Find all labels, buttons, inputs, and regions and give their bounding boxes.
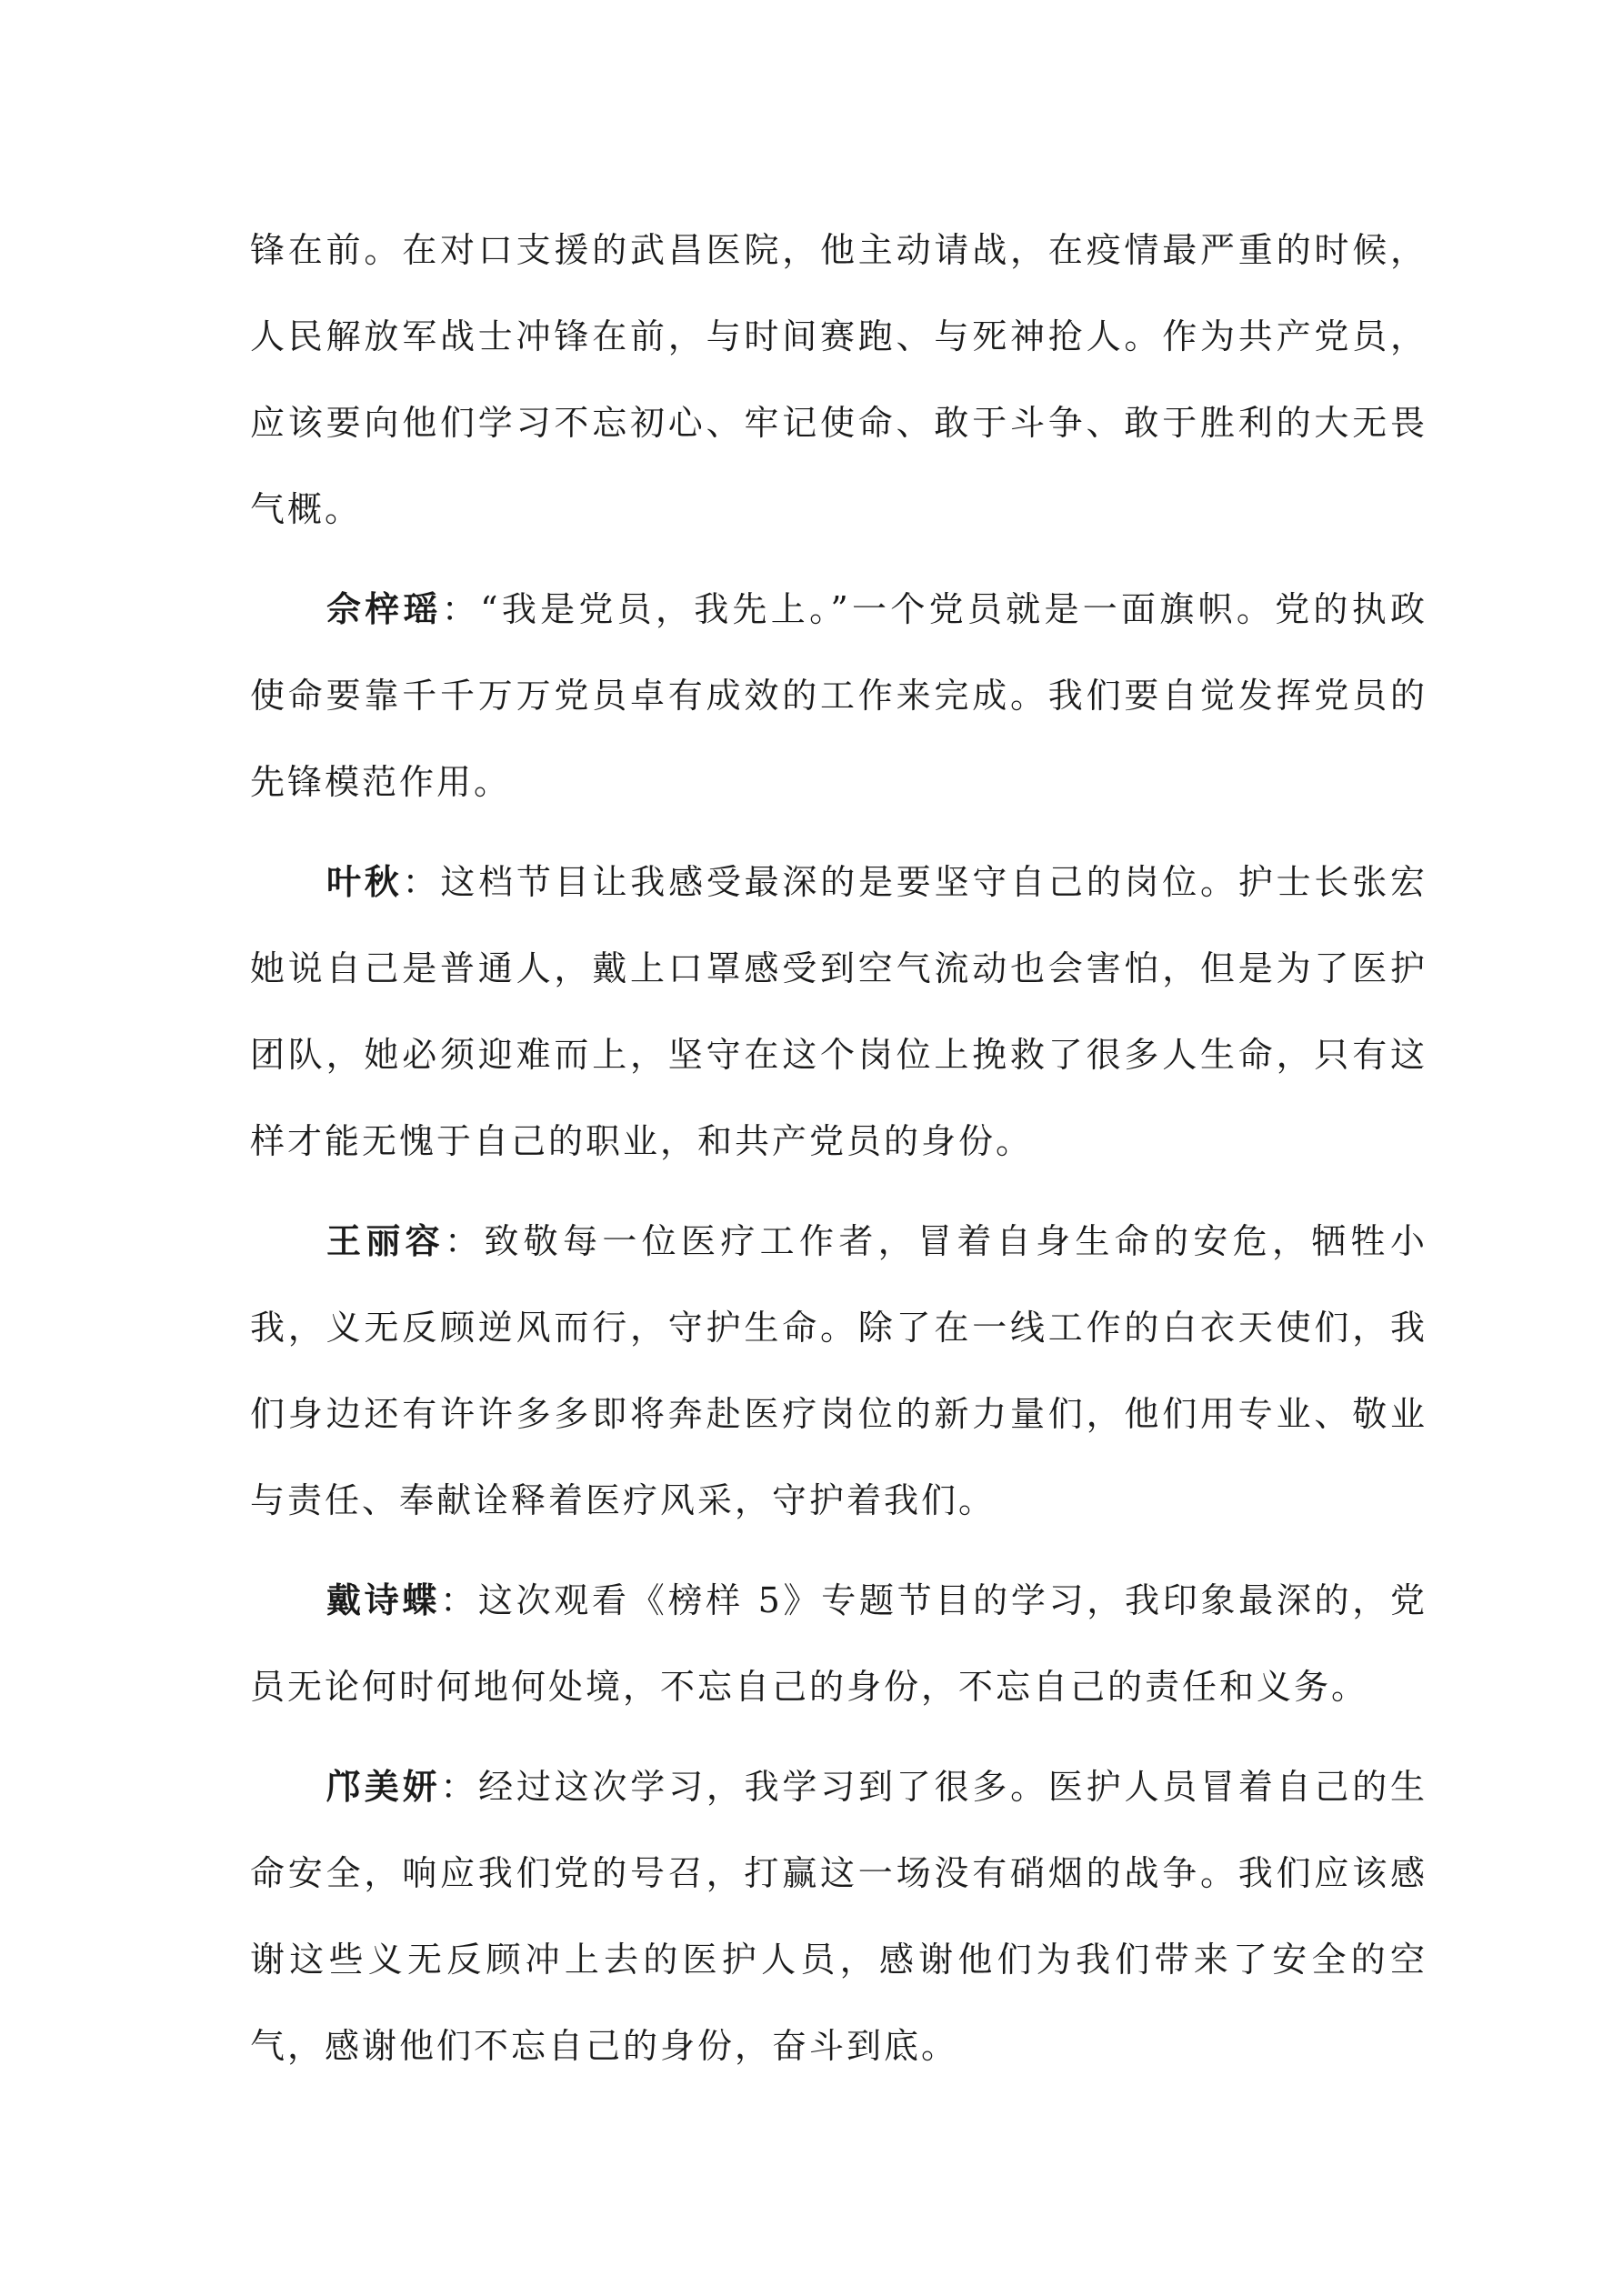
speaker-separator: ： (440, 1767, 479, 1807)
comment-text: 这次观看《榜样 5》专题节目的学习，我印象最深的，党员无论何时何地何处境，不忘自己的身份，不忘自己的责任和义务。 (250, 1580, 1428, 1707)
speaker-name: 叶秋 (326, 861, 403, 902)
comment-text: 经过这次学习，我学习到了很多。医护人员冒着自己的生命安全，响应我们党的号召，打赢这一场没有硝烟的战争。我们应该感谢这些义无反顾冲上去的医护人员，感谢他们为我们带来了安全的空气，感谢他们不忘自己的身份，奋斗到底。 (250, 1767, 1428, 2066)
speaker-separator: ： (440, 1580, 478, 1620)
speaker-separator: ： (441, 589, 481, 629)
comment-paragraph (250, 1557, 1428, 1730)
speaker-separator: ： (445, 1221, 485, 1261)
speaker-name: 王丽容 (326, 1220, 445, 1261)
comment-paragraph (250, 1743, 1428, 2090)
comment-paragraph (250, 1198, 1428, 1544)
comment-text: “我是党员，我先上。”一个党员就是一面旗帜。党的执政使命要靠千千万万党员卓有成效的工作来完成。我们要自觉发挥党员的先锋模范作用。 (250, 589, 1428, 802)
speaker-separator: ： (402, 862, 441, 902)
speaker-name: 邝美妍 (326, 1766, 441, 1807)
comment-text: 这档节目让我感受最深的是要坚守自己的岗位。护士长张宏她说自己是普通人，戴上口罩感受到空气流动也会害怕，但是为了医护团队，她必须迎难而上，坚守在这个岗位上挽救了很多人生命，只有这样才能无愧于自己的职业，和共产党员的身份。 (250, 862, 1428, 1161)
comment-text: 致敬每一位医疗工作者，冒着自身生命的安危，牺牲小我，义无反顾逆风而行，守护生命。除了在一线工作的白衣天使们，我们身边还有许许多多即将奔赴医疗岗位的新力量们，他们用专业、敬业与责任、奉献诠释着医疗风采，守护着我们。 (250, 1221, 1428, 1520)
document-page (250, 207, 1428, 2102)
opening-paragraph: 锋在前。在对口支援的武昌医院，他主动请战，在疫情最严重的时候，人民解放军战士冲锋在前，与时间赛跑、与死神抢人。作为共产党员，应该要向他们学习不忘初心、牢记使命、敢于斗争、敢于胜利的大无畏气概。 (250, 230, 1428, 529)
comment-paragraph (250, 838, 1428, 1185)
speaker-name: 戴诗蝶 (326, 1579, 441, 1620)
comment-paragraph (250, 566, 1428, 826)
speaker-name: 佘梓瑶 (326, 588, 442, 629)
